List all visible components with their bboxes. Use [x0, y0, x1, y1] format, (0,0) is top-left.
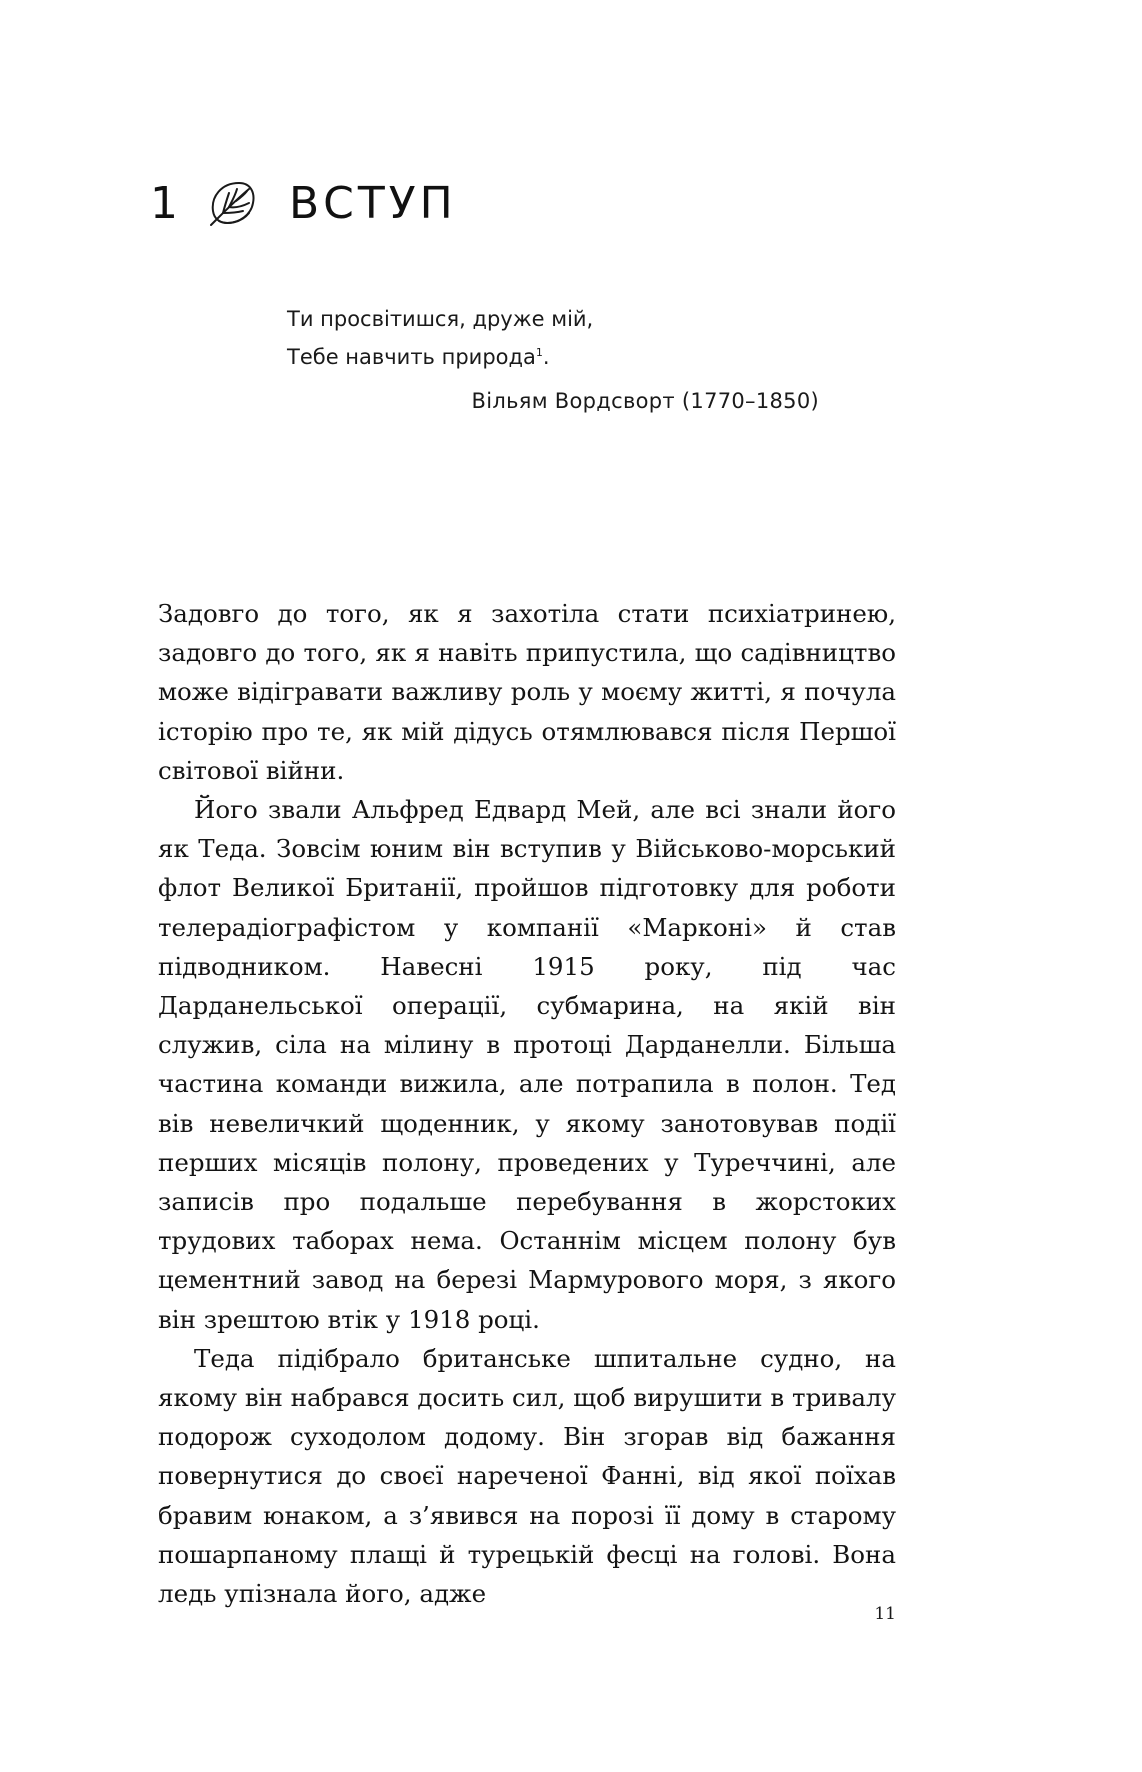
chapter-heading — [150, 168, 457, 238]
leaf-icon — [205, 175, 261, 231]
footnote-ref: 1 — [535, 346, 543, 359]
epigraph — [287, 300, 827, 420]
page-number: 11 — [874, 1604, 896, 1624]
paragraph: Задовго до того, як я захотіла стати психіатринею, задовго до того, як я навіть припустила, що садівництво може відігравати важливу роль у моєму житті, я почула історію про те, як мій дідусь отямлювався після Першої світової війни. — [158, 599, 896, 785]
epigraph-attribution: Вільям Вордсворт (1770–1850) — [471, 389, 819, 413]
body-text — [158, 594, 896, 1613]
epigraph-line-2-text: Тебе навчить природа — [287, 345, 536, 369]
chapter-number: 1 — [150, 177, 179, 229]
epigraph-line-2-end: . — [542, 345, 550, 369]
paragraph: Теда підібрало британське шпитальне судно, на якому він набрався досить сил, щоб вирушити в тривалу подорож суходолом додому. Він згорав від бажання повернутися до своєї нареченої Фанні, від якої поїхав бравим юнаком, а з’явився на порозі її дому в старому пошарпаному плащі й турецькій фесці на голові. Вона ледь упізнала його, адже — [158, 1343, 896, 1609]
epigraph-line-1: Ти просвітишся, друже мій, — [287, 307, 594, 331]
chapter-title: ВСТУП — [289, 177, 457, 229]
epigraph-line-2 — [287, 338, 827, 376]
paragraph: Його звали Альфред Едвард Мей, але всі знали його як Теда. Зовсім юним він вступив у Військово-морський флот Великої Британії, пройшов підготовку для роботи телерадіографістом у компанії «Марконі» й став підводником. Навесні 1915 року, під час Дарданельської операції, субмарина, на якій він служив, сіла на мілину в протоці Дарданелли. Більша частина команди вижила, але потрапила в полон. Тед вів невеличкий щоденник, у якому занотовував події перших місяців полону, проведених у Туреччині, але записів про подальше перебування в жорстоких трудових таборах нема. Останнім місцем полону був цементний завод на березі Мармурового моря, з якого він зрештою втік у 1918 році. — [158, 795, 896, 1334]
